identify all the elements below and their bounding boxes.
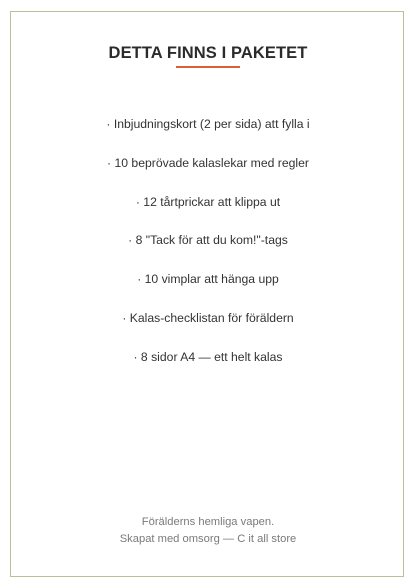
list-item: · 12 tårtprickar att klippa ut bbox=[135, 194, 281, 209]
list-item: · 8 sidor A4 — ett helt kalas bbox=[133, 349, 283, 364]
title-underline bbox=[176, 66, 240, 68]
footer bbox=[0, 514, 416, 548]
list-item: · 10 vimplar att hänga upp bbox=[137, 272, 279, 287]
page-title: DETTA FINNS I PAKETET bbox=[108, 44, 308, 62]
footer-credit: Skapat med omsorg — C it all store bbox=[119, 533, 297, 545]
footer-tagline: Förälderns hemliga vapen. bbox=[141, 516, 275, 528]
list-item: · 10 beprövade kalaslekar med regler bbox=[107, 155, 309, 170]
list-item: · Inbjudningskort (2 per sida) att fylla i bbox=[106, 117, 310, 131]
content-list bbox=[0, 115, 416, 387]
list-item: · 8 "Tack för att du kom!"-tags bbox=[128, 233, 288, 248]
list-item: · Kalas-checklistan för föräldern bbox=[122, 310, 294, 325]
